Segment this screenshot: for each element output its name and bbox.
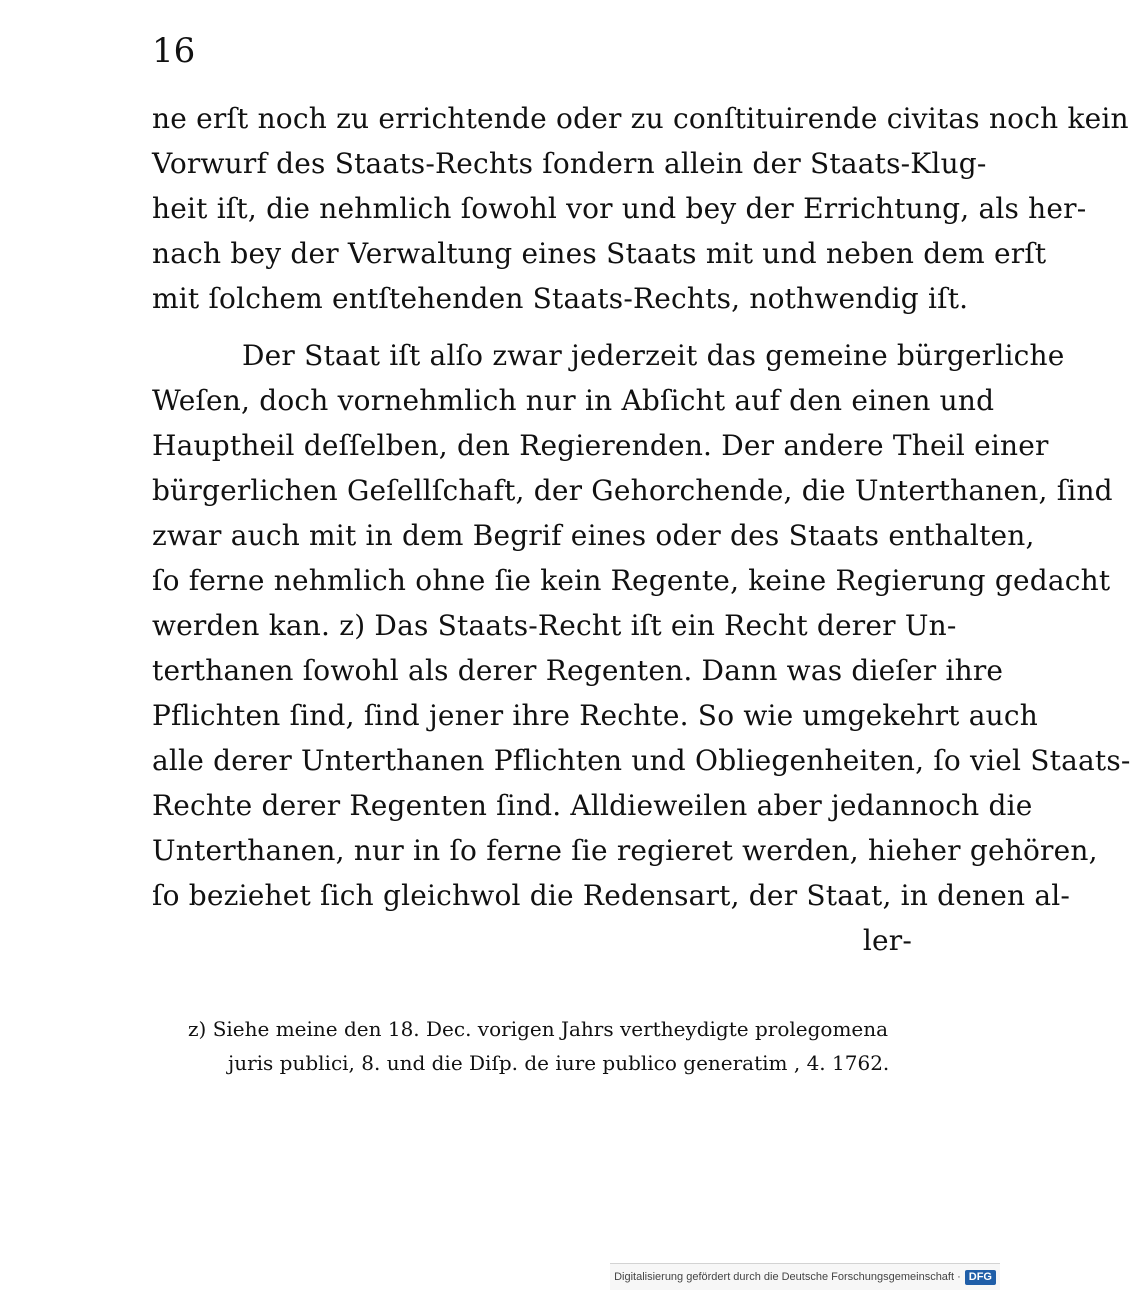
body-line: ne erſt noch zu errichtende oder zu conſtituirende civitas noch kein: [152, 102, 1129, 135]
body-line: werden kan. z) Das Staats-Recht iſt ein Recht derer Un-: [152, 609, 957, 642]
body-line: Rechte derer Regenten ſind. Alldieweilen aber jedannoch die: [152, 789, 1033, 822]
footnote-line: z) Siehe meine den 18. Dec. vorigen Jahrs vertheydigte prolegomena: [188, 1017, 889, 1041]
dfg-logo: DFG: [965, 1270, 996, 1285]
body-line: Hauptheil deſſelben, den Regierenden. Der andere Theil einer: [152, 429, 1049, 462]
body-line: terthanen ſowohl als derer Regenten. Dann was dieſer ihre: [152, 654, 1004, 687]
body-line: alle derer Unterthanen Pflichten und Obliegenheiten, ſo viel Staats-: [152, 744, 1131, 777]
footnote-line: juris publici, 8. und die Diſp. de iure publico generatim , 4. 1762.: [228, 1051, 890, 1075]
body-line: ſo ferne nehmlich ohne ſie kein Regente, keine Regierung gedacht: [152, 564, 1111, 597]
body-line: Der Staat iſt alſo zwar jederzeit das gemeine bürgerliche: [242, 339, 1065, 372]
body-text: [152, 96, 1131, 963]
body-line: heit iſt, die nehmlich ſowohl vor und bey der Errichtung, als her-: [152, 192, 1087, 225]
body-line: bürgerlichen Geſellſchaft, der Gehorchende, die Unterthanen, ſind: [152, 474, 1113, 507]
body-line: nach bey der Verwaltung eines Staats mit und neben dem erſt: [152, 237, 1047, 270]
body-line: Vorwurf des Staats-Rechts ſondern allein der Staats-Klug-: [152, 147, 987, 180]
page-number: 16: [152, 31, 196, 71]
paragraph-gap: [152, 321, 912, 333]
body-line: Pflichten ſind, ſind jener ihre Rechte. So wie umgekehrt auch: [152, 699, 1038, 732]
funding-text: Digitalisierung gefördert durch die Deutsche Forschungsgemeinschaft ·: [614, 1271, 961, 1283]
body-line: Unterthanen, nur in ſo ferne ſie regieret werden, hieher gehören,: [152, 834, 1098, 867]
body-line: Weſen, doch vornehmlich nur in Abſicht auf den einen und: [152, 384, 995, 417]
funding-note: [610, 1263, 1000, 1290]
body-line: mit ſolchem entſtehenden Staats-Rechts, nothwendig iſt.: [152, 282, 969, 315]
body-line: ſo beziehet ſich gleichwol die Redensart, der Staat, in denen al-: [152, 879, 1071, 912]
catchword: ler-: [862, 924, 912, 957]
footnote: [188, 1012, 918, 1080]
body-line: zwar auch mit in dem Begrif eines oder des Staats enthalten,: [152, 519, 1035, 552]
